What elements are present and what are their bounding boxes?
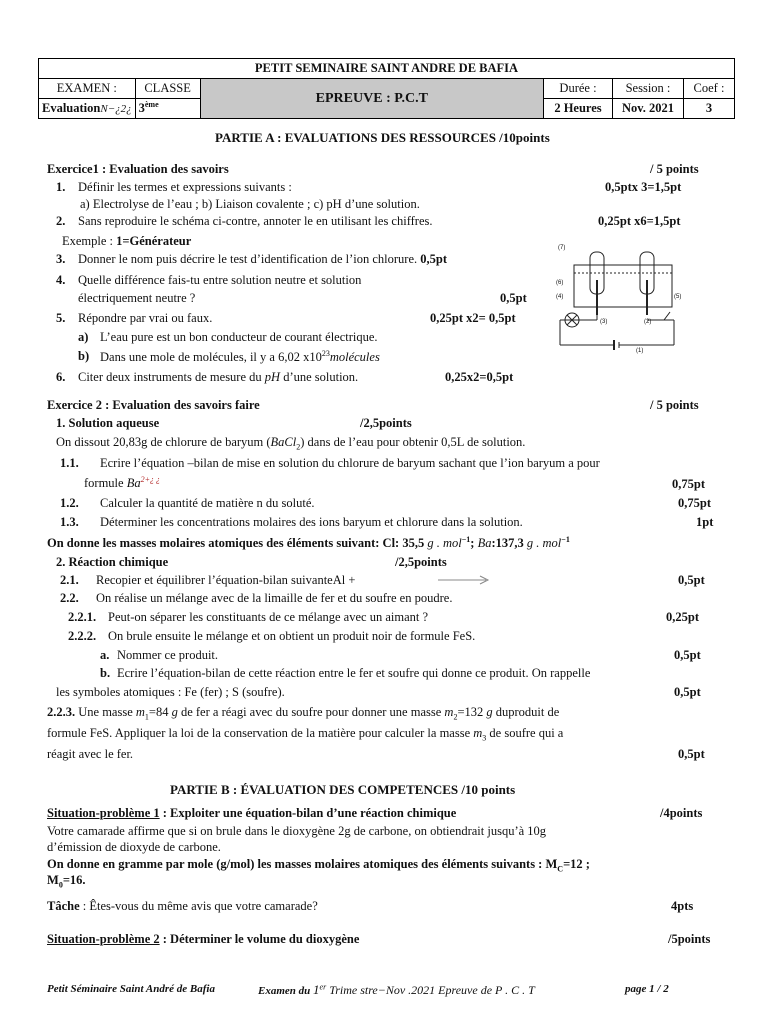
- q2-points: 0,25pt x6=1,5pt: [598, 214, 681, 228]
- ex2-title: Exercice 2 : Evaluation des savoirs faire: [47, 398, 260, 412]
- sp1-data-line1: On donne en gramme par mole (g/mol) les masses molaires atomiques des éléments suivants : $M_C=12$ ;: [47, 857, 590, 874]
- q1-subitems: a) Electrolyse de l’eau ; b) Liaison covalente ; c) pH d’une solution.: [80, 197, 420, 211]
- label-1: (1): [636, 348, 644, 354]
- coef-label: Coef :: [684, 79, 735, 99]
- ex1-points: / 5 points: [650, 162, 699, 176]
- q13-number: 1.3.: [60, 515, 79, 529]
- s1-points: /2,5points: [360, 416, 412, 430]
- sp2-points: /5points: [668, 932, 711, 946]
- q221-points: 0,25pt: [666, 610, 699, 624]
- sp1-data-line2: $M_0=16$.: [47, 873, 86, 890]
- q223-line1: 2.2.3. Une masse $m_1=84$ g de fer a réagi avec du soufre pour donner une masse $m_2=132$ g duproduit de: [47, 705, 560, 722]
- reaction-arrow-icon: [436, 575, 492, 585]
- electrolysis-vessel: [574, 265, 672, 307]
- sp1-text-line1: Votre camarade affirme que si on brule dans le dioxygène 2g de carbone, on obtiendrait jusqu’à 10g: [47, 824, 547, 838]
- task-points: 4pts: [671, 899, 694, 913]
- label-2: (2): [644, 319, 652, 325]
- q4-text-line2: électriquement neutre ?: [78, 291, 196, 305]
- partB-title: PARTIE B : ÉVALUATION DES COMPETENCES /10 points: [170, 782, 516, 797]
- sp1-text-line2: d’émission de dioxyde de carbone.: [47, 840, 221, 854]
- q13-points: 1pt: [696, 515, 714, 529]
- qb-points: 0,5pt: [674, 685, 701, 699]
- q4-text-line1: Quelle différence fais-tu entre solution neutre et solution: [78, 273, 362, 287]
- q6-number: 6.: [56, 370, 66, 384]
- switch-symbol: [664, 312, 670, 320]
- classe-value: 3ème: [135, 99, 200, 119]
- epreuve-title: EPREUVE : P.C.T: [200, 79, 543, 119]
- example-line: Exemple : 1=Générateur: [62, 234, 192, 248]
- q11-number: 1.1.: [60, 456, 79, 470]
- q6-points: 0,25x2=0,5pt: [445, 370, 514, 384]
- q5a-label: a): [78, 330, 89, 344]
- ex2-points: / 5 points: [650, 398, 699, 412]
- q21-text: Recopier et équilibrer l’équation-bilan suivanteAl +: [96, 573, 356, 587]
- molar-masses-line: On donne les masses molaires atomiques des éléments suivant: Cl: 35,5 g . mol$^{-1}$; Ba:137,3 g . mol$^{-1}$: [47, 535, 570, 551]
- q1-text: Définir les termes et expressions suivants :: [78, 180, 292, 194]
- q2-number: 2.: [56, 214, 66, 228]
- footer-exam: Examen du 1er Trime stre−Nov .2021 Epreuve de P . C . T: [258, 982, 535, 997]
- q3-number: 3.: [56, 252, 66, 266]
- label-4: (4): [556, 294, 564, 300]
- school-name: PETIT SEMINAIRE SAINT ANDRE DE BAFIA: [39, 59, 735, 79]
- q5-points: 0,25pt x2= 0,5pt: [430, 311, 516, 325]
- q5b-text: Dans une mole de molécules, il y a 6,02 $x10^{23}molécules$: [100, 349, 380, 365]
- task-line: Tâche : Êtes-vous du même avis que votre camarade?: [47, 899, 318, 913]
- s2-points: /2,5points: [395, 555, 447, 569]
- coef-value: 3: [684, 99, 735, 119]
- classe-label: CLASSE: [135, 79, 200, 99]
- duree-value: 2 Heures: [544, 99, 613, 119]
- q22-number: 2.2.: [60, 591, 79, 605]
- duree-label: Durée :: [544, 79, 613, 99]
- footer-page: page 1 / 2: [625, 983, 669, 995]
- q223-points: 0,5pt: [678, 747, 705, 761]
- examen-value: EvaluationN−¿2¿: [39, 99, 136, 119]
- q11-points: 0,75pt: [672, 477, 705, 491]
- qb-text-line2: les symboles atomiques : Fe (fer) ; S (soufre).: [56, 685, 285, 699]
- q1-points: 0,5ptx 3=1,5pt: [605, 180, 682, 194]
- examen-label: EXAMEN :: [39, 79, 136, 99]
- footer-school: Petit Séminaire Saint André de Bafia: [47, 983, 215, 995]
- q4-number: 4.: [56, 273, 66, 287]
- qb-label: b.: [100, 666, 111, 680]
- q5b-label: b): [78, 349, 90, 363]
- q2-text: Sans reproduire le schéma ci-contre, annoter le en utilisant les chiffres.: [78, 214, 433, 228]
- qa-text: Nommer ce produit.: [117, 648, 219, 662]
- label-5: (5): [674, 294, 682, 300]
- q5-number: 5.: [56, 311, 66, 325]
- q4-points: 0,5pt: [500, 291, 527, 305]
- s1-title: 1. Solution aqueuse: [56, 416, 160, 430]
- sp2-heading: Situation-problème 2 : Déterminer le volume du dioxygène: [47, 932, 360, 946]
- q11-text-line2: formule $Ba^{2+¿ ¿}$: [84, 475, 160, 491]
- exam-header-table: [38, 58, 735, 119]
- qa-points: 0,5pt: [674, 648, 701, 662]
- qa-label: a.: [100, 648, 110, 662]
- sp1-heading: Situation-problème 1 : Exploiter une équation-bilan d’une réaction chimique: [47, 806, 457, 820]
- q21-points: 0,5pt: [678, 573, 705, 587]
- qb-text-line1: Ecrire l’équation-bilan de cette réaction entre le fer et soufre qui donne ce produit. On rappelle: [117, 666, 591, 680]
- q3-text: Donner le nom puis décrire le test d’identification de l’ion chlorure. 0,5pt: [78, 252, 447, 266]
- s2-title: 2. Réaction chimique: [56, 555, 169, 569]
- session-value: Nov. 2021: [613, 99, 684, 119]
- label-7: (7): [558, 245, 566, 251]
- ex1-title: Exercice1 : Evaluation des savoirs: [47, 162, 229, 176]
- q21-number: 2.1.: [60, 573, 79, 587]
- q222-number: 2.2.2.: [68, 629, 97, 643]
- q12-points: 0,75pt: [678, 496, 711, 510]
- label-3: (3): [600, 319, 608, 325]
- q221-number: 2.2.1.: [68, 610, 97, 624]
- q12-number: 1.2.: [60, 496, 79, 510]
- q11-text-line1: Ecrire l’équation –bilan de mise en solution du chlorure de baryum sachant que l’ion baryum a pour: [100, 456, 600, 470]
- q13-text: Déterminer les concentrations molaires des ions baryum et chlorure dans la solution.: [100, 515, 523, 529]
- q12-text: Calculer la quantité de matière n du soluté.: [100, 496, 315, 510]
- q22-text: On réalise un mélange avec de la limaille de fer et du soufre en poudre.: [96, 591, 453, 605]
- session-label: Session :: [613, 79, 684, 99]
- q223-line3: réagit avec le fer.: [47, 747, 134, 761]
- q223-line2: formule FeS. Appliquer la loi de la conservation de la matière pour calculer la masse $m_3$ de soufre qui a: [47, 726, 564, 743]
- q1-number: 1.: [56, 180, 66, 194]
- q222-text: On brule ensuite le mélange et on obtient un produit noir de formule FeS.: [108, 629, 476, 643]
- q6-text: Citer deux instruments de mesure du pH d’une solution.: [78, 370, 359, 384]
- electrolysis-circuit-diagram: [552, 240, 682, 355]
- s1-intro: On dissout 20,83g de chlorure de baryum (BaCl$_2$) dans de l’eau pour obtenir 0,5L de solution.: [56, 435, 526, 452]
- q5-text: Répondre par vrai ou faux.: [78, 311, 213, 325]
- label-6: (6): [556, 280, 564, 286]
- sp1-points: /4points: [660, 806, 703, 820]
- partA-title: PARTIE A : EVALUATIONS DES RESSOURCES /10points: [215, 130, 550, 145]
- q5a-text: L’eau pure est un bon conducteur de courant électrique.: [100, 330, 378, 344]
- q221-text: Peut-on séparer les constituants de ce mélange avec un aimant ?: [108, 610, 429, 624]
